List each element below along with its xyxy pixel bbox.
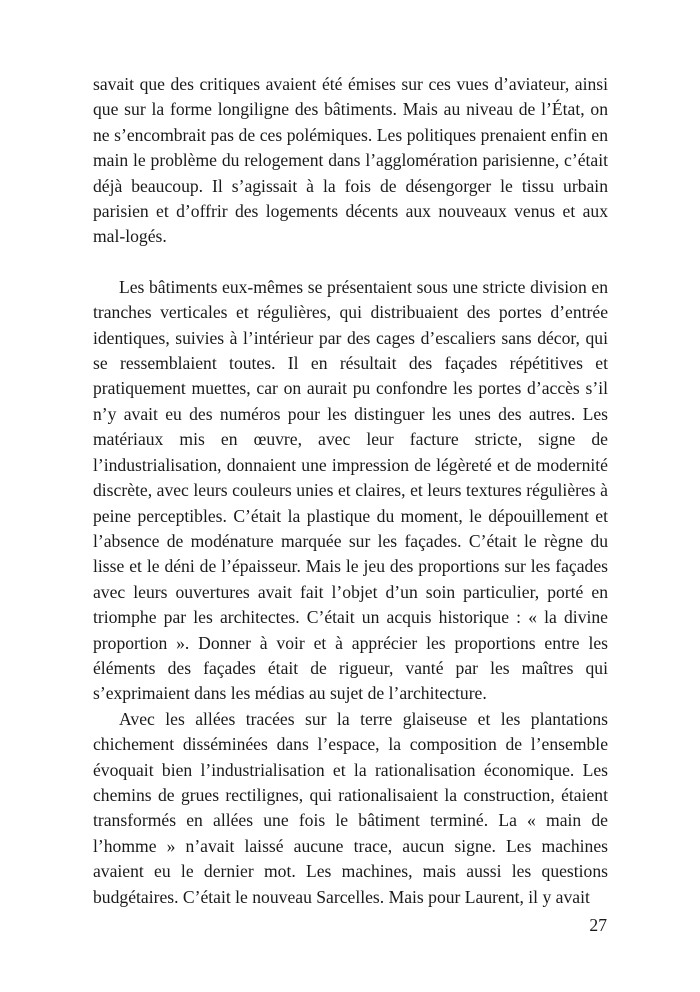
paragraph-3: Avec les allées tracées sur la terre glaiseuse et les plantations chichement disséminées dans l’espace, la composition de l’ensemble évoquait bien l’industrialisation et la rationalisation économique. Les chemins de grues rectilignes, qui rationalisaient la construction, étaient transformés en allées une fois le bâtiment terminé. La « main de l’homme » n’avait laissé aucune trace, aucun signe. Les machines avaient eu le dernier mot. Les machines, mais aussi les questions budgétaires. C’était le nouveau Sarcelles. Mais pour Laurent, il y avait [93,708,608,907]
paragraph-1: savait que des critiques avaient été émises sur ces vues d’aviateur, ainsi que sur la forme longiligne des bâtiments. Mais au niveau de l’État, on ne s’encombrait pas de ces polémiques. Les politiques prenaient enfin en main le problème du relogement dans l’agglomération parisienne, c’était déjà beaucoup. Il s’agissait à la fois de désengorger le tissu urbain parisien et d’offrir des logements décents aux nouveaux venus et aux mal-logés. [93,74,608,247]
page-number: 27 [589,915,607,935]
body-text [93,72,608,910]
paragraph-2: Les bâtiments eux-mêmes se présentaient sous une stricte division en tranches verticales et régulières, qui distribuaient des portes d’entrée identiques, suivies à l’intérieur par des cages d’escaliers sans décor, qui se ressemblaient toutes. Il en résultait des façades répétitives et pratiquement muettes, car on aurait pu confondre les portes d’accès s’il n’y avait eu des numéros pour les distinguer les unes des autres. Les matériaux mis en œuvre, avec leur facture stricte, signe de l’industrialisation, donnaient une impression de légèreté et de modernité discrète, avec leurs couleurs unies et claires, et leurs textures régulières à peine perceptibles. C’était la plastique du moment, le dépouillement et l’absence de modénature marquée sur les façades. C’était le règne du lisse et le déni de l’épaisseur. Mais le jeu des proportions sur les façades avec leurs ouvertures avait fait l’objet d’un soin particulier, porté en triomphe par les architectes. C’était un acquis historique : « la divine proportion ». Donner à voir et à apprécier les proportions entre les éléments des façades était de rigueur, vanté par les maîtres qui s’exprimaient dans les médias au sujet de l’architecture. [93,276,608,704]
